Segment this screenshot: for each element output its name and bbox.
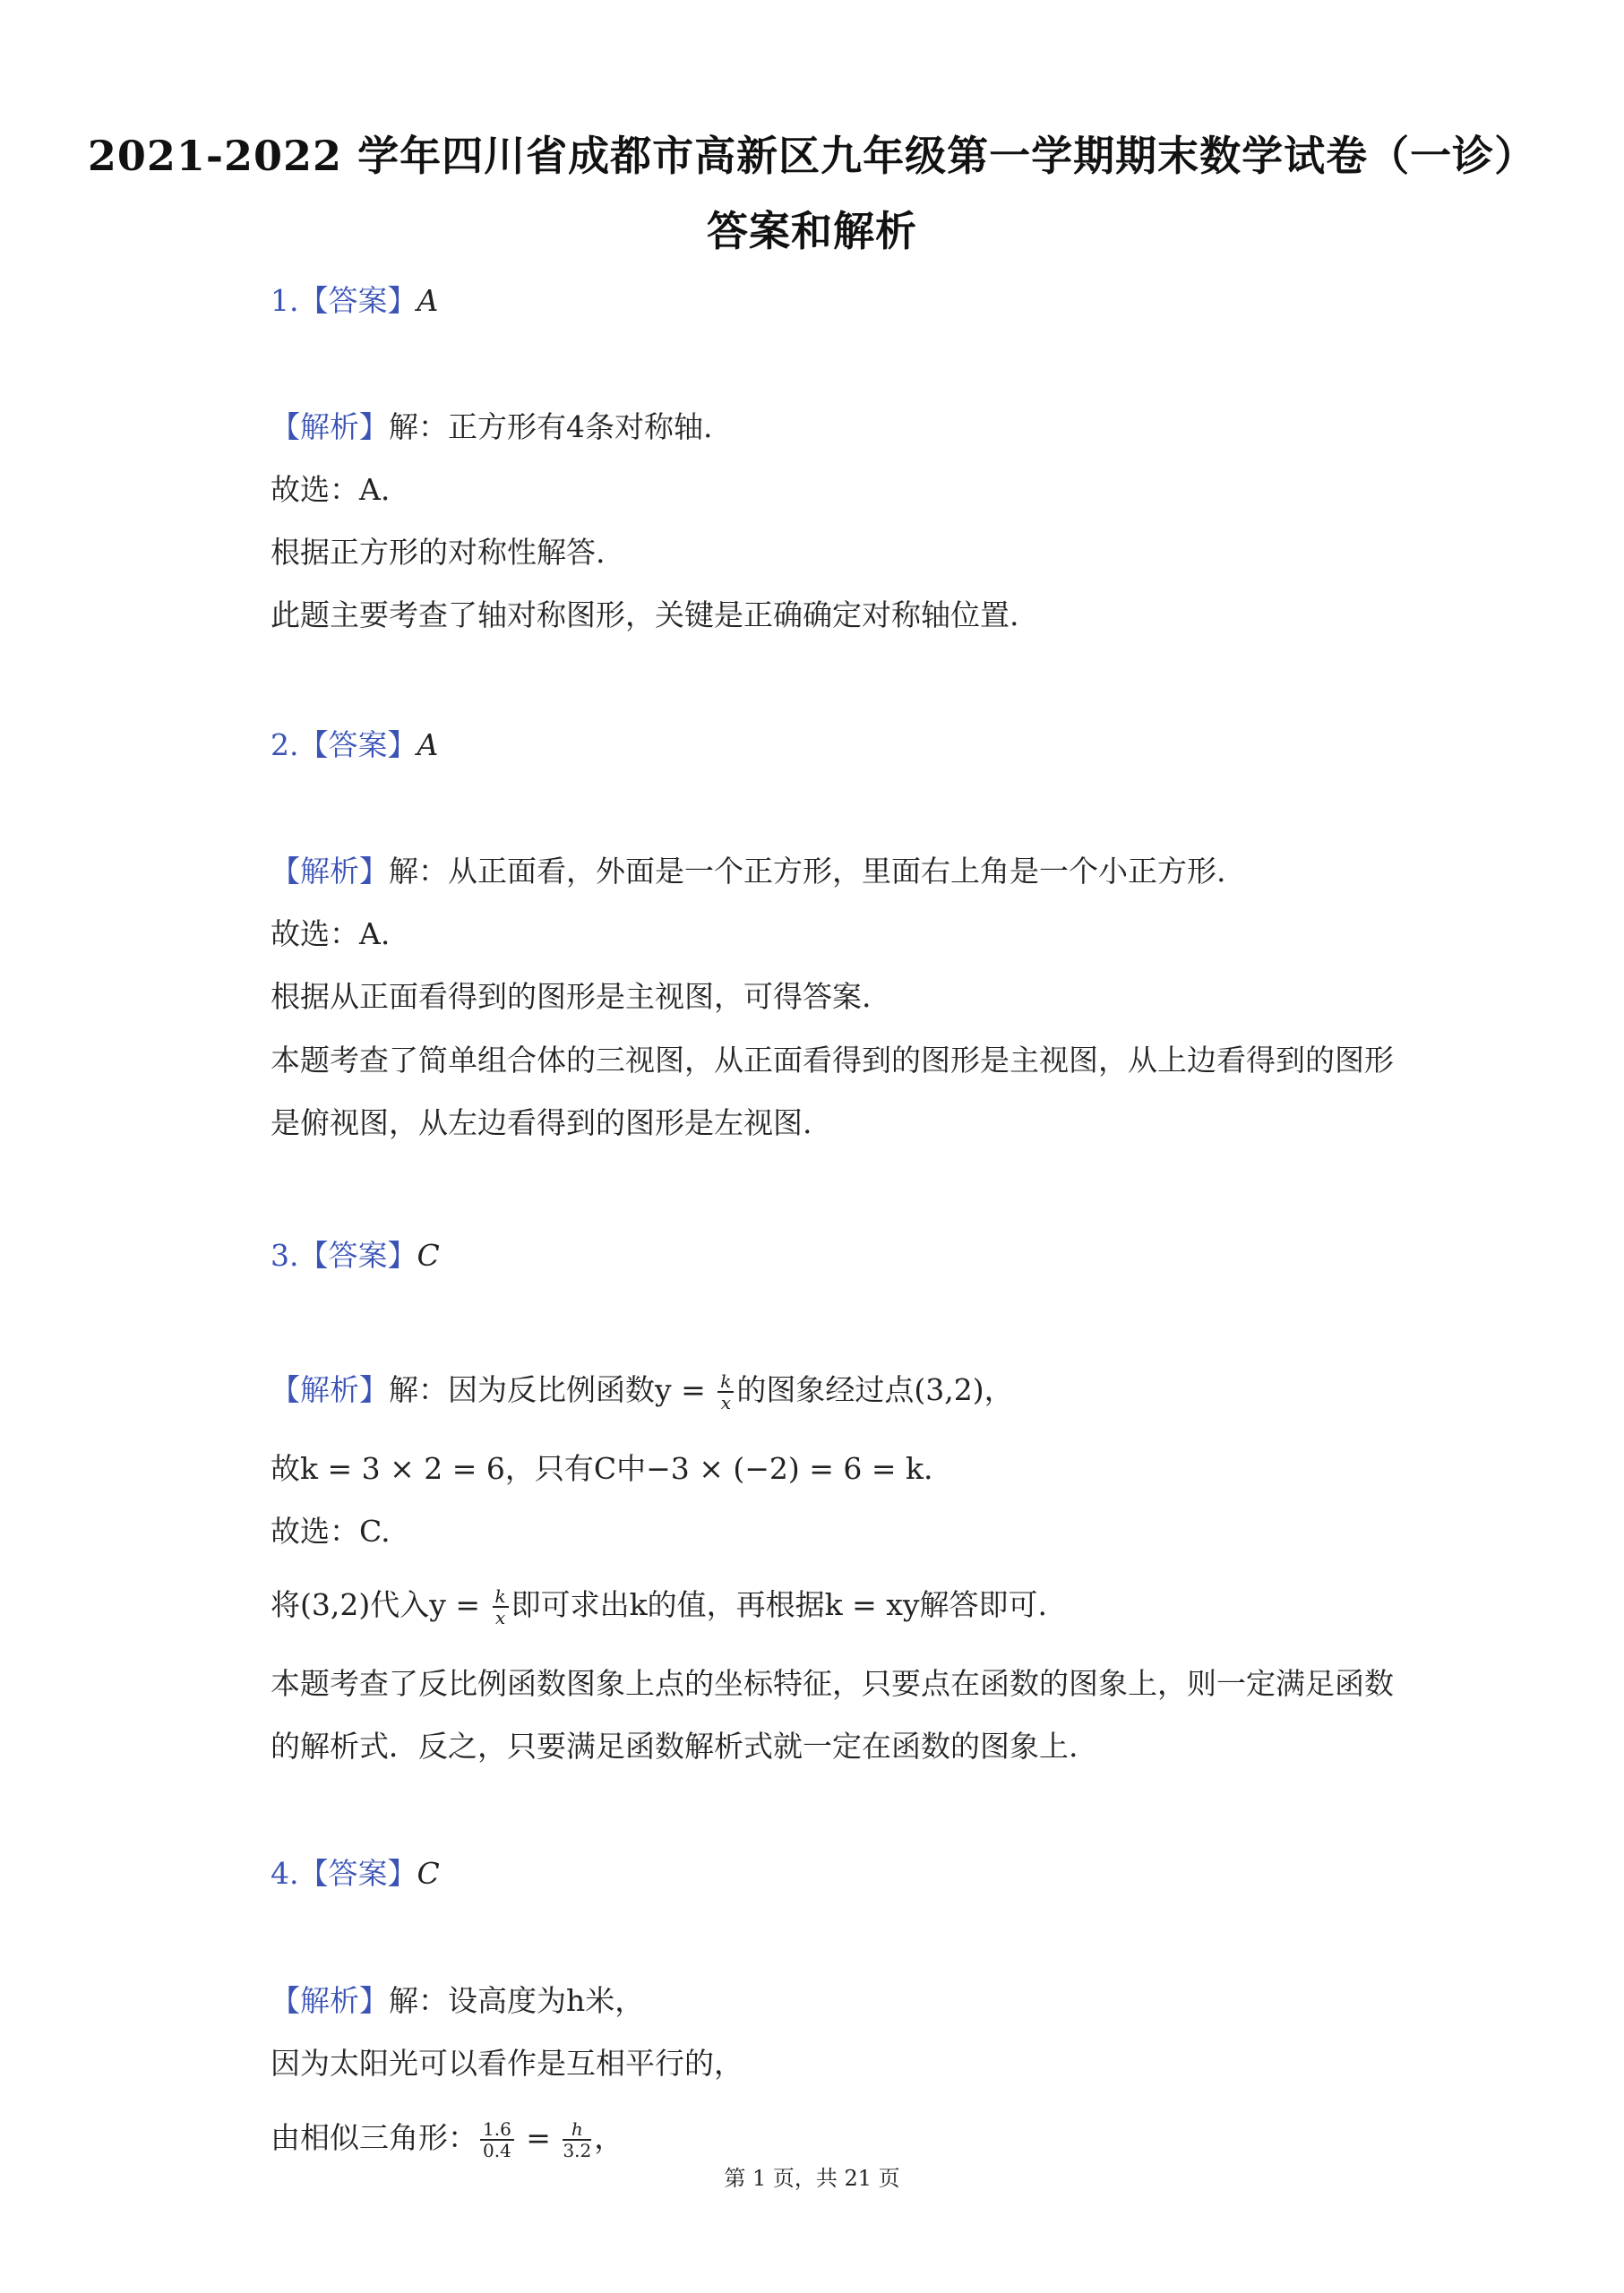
q4-analysis-line-2: 因为太阳光可以看作是互相平行的，: [271, 2046, 743, 2081]
q4-answer-line: [271, 1854, 440, 1894]
q2-analysis-line-1: [271, 852, 1226, 891]
q1-analysis-line-4: 此题主要考查了轴对称图形，关键是正确确定对称轴位置.: [271, 597, 1019, 632]
q1-number: 1.: [271, 283, 299, 318]
page-title: 2021-2022 学年四川省成都市高新区九年级第一学期期末数学试卷（一诊）: [87, 132, 1537, 180]
q3-analysis-line-4: [271, 1585, 1047, 1627]
q3-analysis-text-pre: 解：因为反比例函数y =: [389, 1372, 716, 1407]
frac-numerator: h: [563, 2119, 591, 2141]
frac-numerator: k: [717, 1371, 734, 1393]
q2-analysis-label: 【解析】: [271, 854, 389, 889]
q4-equals: =: [516, 2120, 561, 2155]
q3-analysis-text-post: 的图象经过点(3,2)，: [736, 1372, 1014, 1407]
q2-answer-value: A: [417, 727, 439, 762]
q1-analysis-text: 解：正方形有4条对称轴.: [389, 409, 713, 444]
q4-analysis-line-1: [271, 1981, 644, 2021]
q4-fraction-2: [563, 2119, 591, 2160]
q2-analysis-line-5: 是俯视图，从左边看得到的图形是左视图.: [271, 1105, 812, 1140]
q3-analysis-line-3: 故选：C.: [271, 1514, 391, 1549]
page-footer: 第 1 页，共 21 页: [724, 2166, 900, 2191]
q2-answer-line: [271, 726, 438, 765]
q2-analysis-text: 解：从正面看，外面是一个正方形，里面右上角是一个小正方形.: [389, 854, 1226, 889]
q3-analysis-label: 【解析】: [271, 1372, 389, 1407]
q3-analysis-line-2: 故k = 3 × 2 = 6，只有C中−3 × (−2) = 6 = k.: [271, 1451, 933, 1486]
q3-answer-value: C: [417, 1238, 440, 1273]
q4-analysis-line-3: [271, 2118, 623, 2160]
q4-analysis-text: 解：设高度为h米，: [389, 1983, 645, 2018]
q4-number: 4.: [271, 1856, 299, 1891]
q4-line3-pre: 由相似三角形：: [271, 2120, 477, 2155]
q1-answer-value: A: [417, 283, 439, 318]
q4-fraction-1: [480, 2119, 514, 2160]
q2-analysis-line-2: 故选：A.: [271, 916, 391, 951]
q2-answer-label: 【答案】: [298, 727, 417, 762]
frac-denominator: 3.2: [563, 2140, 592, 2161]
q3-answer-label: 【答案】: [298, 1238, 417, 1273]
q1-analysis-line-2: 故选：A.: [271, 472, 391, 507]
q1-answer-line: [271, 281, 438, 321]
frac-denominator: x: [494, 1607, 506, 1628]
q3-analysis-line-5: 本题考查了反比例函数图象上点的坐标特征，只要点在函数的图象上，则一定满足函数: [271, 1666, 1394, 1701]
q3-analysis-line-6: 的解析式．反之，只要满足函数解析式就一定在函数的图象上.: [271, 1729, 1078, 1764]
q4-line3-post: ，: [594, 2120, 624, 2155]
frac-denominator: x: [720, 1392, 731, 1413]
page-subtitle: 答案和解析: [707, 207, 917, 255]
q3-number: 3.: [271, 1238, 299, 1273]
q4-analysis-label: 【解析】: [271, 1983, 389, 2018]
q2-number: 2.: [271, 727, 299, 762]
q3-analysis-line-1: [271, 1370, 1014, 1413]
q4-answer-value: C: [417, 1856, 440, 1891]
q1-analysis-line-1: [271, 408, 713, 447]
frac-denominator: 0.4: [483, 2140, 511, 2161]
frac-numerator: 1.6: [480, 2119, 514, 2141]
q3-line4-post: 即可求出k的值，再根据k = xy解答即可.: [511, 1587, 1048, 1622]
q3-fraction-k-over-x: [717, 1371, 734, 1413]
q1-analysis-line-3: 根据正方形的对称性解答.: [271, 535, 606, 570]
q3-line4-pre: 将(3,2)代入y =: [271, 1587, 490, 1622]
q1-answer-label: 【答案】: [298, 283, 417, 318]
q2-analysis-line-3: 根据从正面看得到的图形是主视图，可得答案.: [271, 979, 872, 1014]
q3-answer-line: [271, 1236, 440, 1275]
q3-fraction-k-over-x-2: [493, 1586, 509, 1627]
frac-numerator: k: [493, 1586, 509, 1608]
q2-analysis-line-4: 本题考查了简单组合体的三视图，从正面看得到的图形是主视图，从上边看得到的图形: [271, 1043, 1394, 1078]
q1-analysis-label: 【解析】: [271, 409, 389, 444]
q4-answer-label: 【答案】: [298, 1856, 417, 1891]
